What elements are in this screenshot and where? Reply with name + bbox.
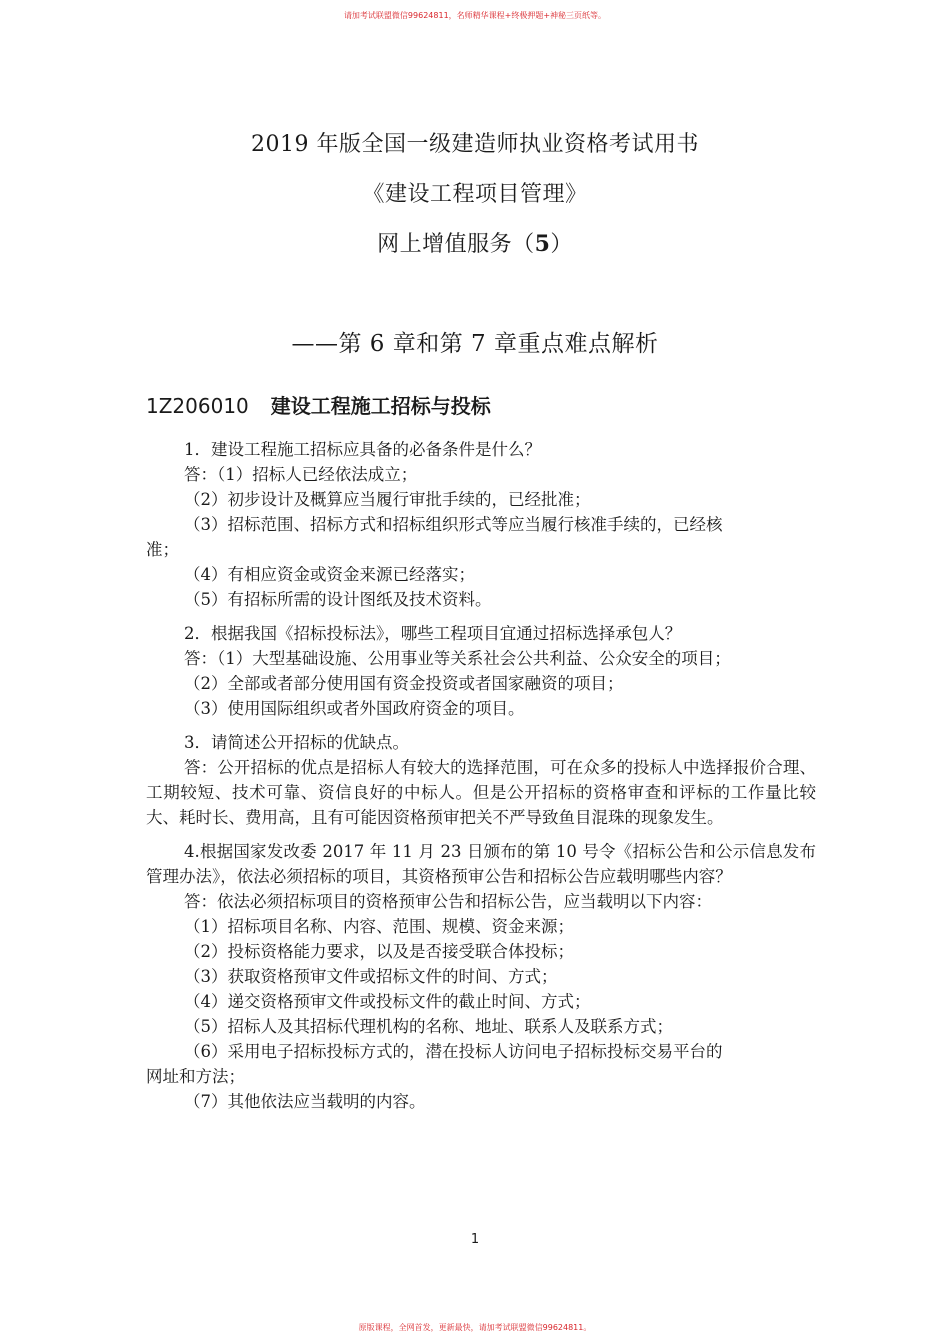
q1-answer-4: （4）有相应资金或资金来源已经落实；	[184, 565, 475, 584]
q4-answer-7: （7）其他依法应当载明的内容。	[184, 1092, 426, 1111]
q2-answer-1: 答：（1）大型基础设施、公用事业等关系社会公共利益、公众安全的项目；	[184, 649, 731, 668]
section-code: 1Z206010	[146, 394, 249, 418]
q2-answer-2: （2）全部或者部分使用国有资金投资或者国家融资的项目；	[184, 674, 624, 693]
title-line3-suffix: ）	[550, 232, 573, 257]
q2-question: 2．根据我国《招标投标法》，哪些工程项目宜通过招标选择承包人？	[184, 624, 682, 643]
chapter-subtitle: ——第 6 章和第 7 章重点难点解析	[291, 331, 659, 357]
q1-answer-3b: 准；	[146, 540, 179, 559]
q4-answer-3: （3）获取资格预审文件或招标文件的时间、方式；	[184, 967, 558, 986]
q4-question: 4.根据国家发改委 2017 年 11 月 23 日颁布的第 10 号令《招标公告和公示信息发布管理办法》，依法必须招标的项目，其资格预审公告和招标公告应载明哪些内容？	[146, 842, 816, 886]
q1-answer-5: （5）有招标所需的设计图纸及技术资料。	[184, 590, 492, 609]
q4-answer-5: （5）招标人及其招标代理机构的名称、地址、联系人及联系方式；	[184, 1017, 673, 1036]
title-line3-number: 5	[534, 231, 551, 257]
q2-answer-3: （3）使用国际组织或者外国政府资金的项目。	[184, 699, 525, 718]
q1-answer-1: 答：（1）招标人已经依法成立；	[184, 465, 418, 484]
q3-answer: 答：公开招标的优点是招标人有较大的选择范围，可在众多的投标人中选择报价合理、工期较短、技术可靠、资信良好的中标人。但是公开招标的资格审查和评标的工作量比较大、耗时长、费用高，且有可能因资格预审把关不严导致鱼目混珠的现象发生。	[146, 758, 816, 827]
q4-answer-6b: 网址和方法；	[146, 1067, 245, 1086]
title-line3-prefix: 网上增值服务（	[377, 232, 535, 257]
header-banner: 请加考试联盟微信99624811，名师精华课程+终极押题+神秘三页纸等。	[343, 11, 607, 20]
section-heading	[146, 390, 491, 419]
book-title-line1: 2019 年版全国一级建造师执业资格考试用书	[251, 132, 699, 157]
book-title-line2: 《建设工程项目管理》	[362, 182, 588, 207]
q4-answer-intro: 答：依法必须招标项目的资格预审公告和招标公告，应当载明以下内容：	[184, 892, 712, 911]
q4-answer-1: （1）招标项目名称、内容、范围、规模、资金来源；	[184, 917, 574, 936]
q3-question: 3．请简述公开招标的优缺点。	[184, 733, 409, 752]
book-title-line3	[0, 227, 950, 258]
q1-question: 1．建设工程施工招标应具备的必备条件是什么？	[184, 440, 541, 459]
document-body	[146, 437, 816, 1114]
q4-answer-6a: （6）采用电子招标投标方式的，潜在投标人访问电子招标投标交易平台的	[184, 1042, 723, 1061]
section-name: 建设工程施工招标与投标	[270, 394, 491, 418]
q1-answer-3a: （3）招标范围、招标方式和招标组织形式等应当履行核准手续的，已经核	[184, 515, 723, 534]
q4-answer-2: （2）投标资格能力要求，以及是否接受联合体投标；	[184, 942, 574, 961]
footer-banner: 原版课程，全网首发，更新最快，请加考试联盟微信99624811。	[358, 1323, 592, 1332]
page-number: 1	[470, 1232, 480, 1247]
q1-answer-2: （2）初步设计及概算应当履行审批手续的，已经批准；	[184, 490, 591, 509]
q4-answer-4: （4）递交资格预审文件或投标文件的截止时间、方式；	[184, 992, 591, 1011]
